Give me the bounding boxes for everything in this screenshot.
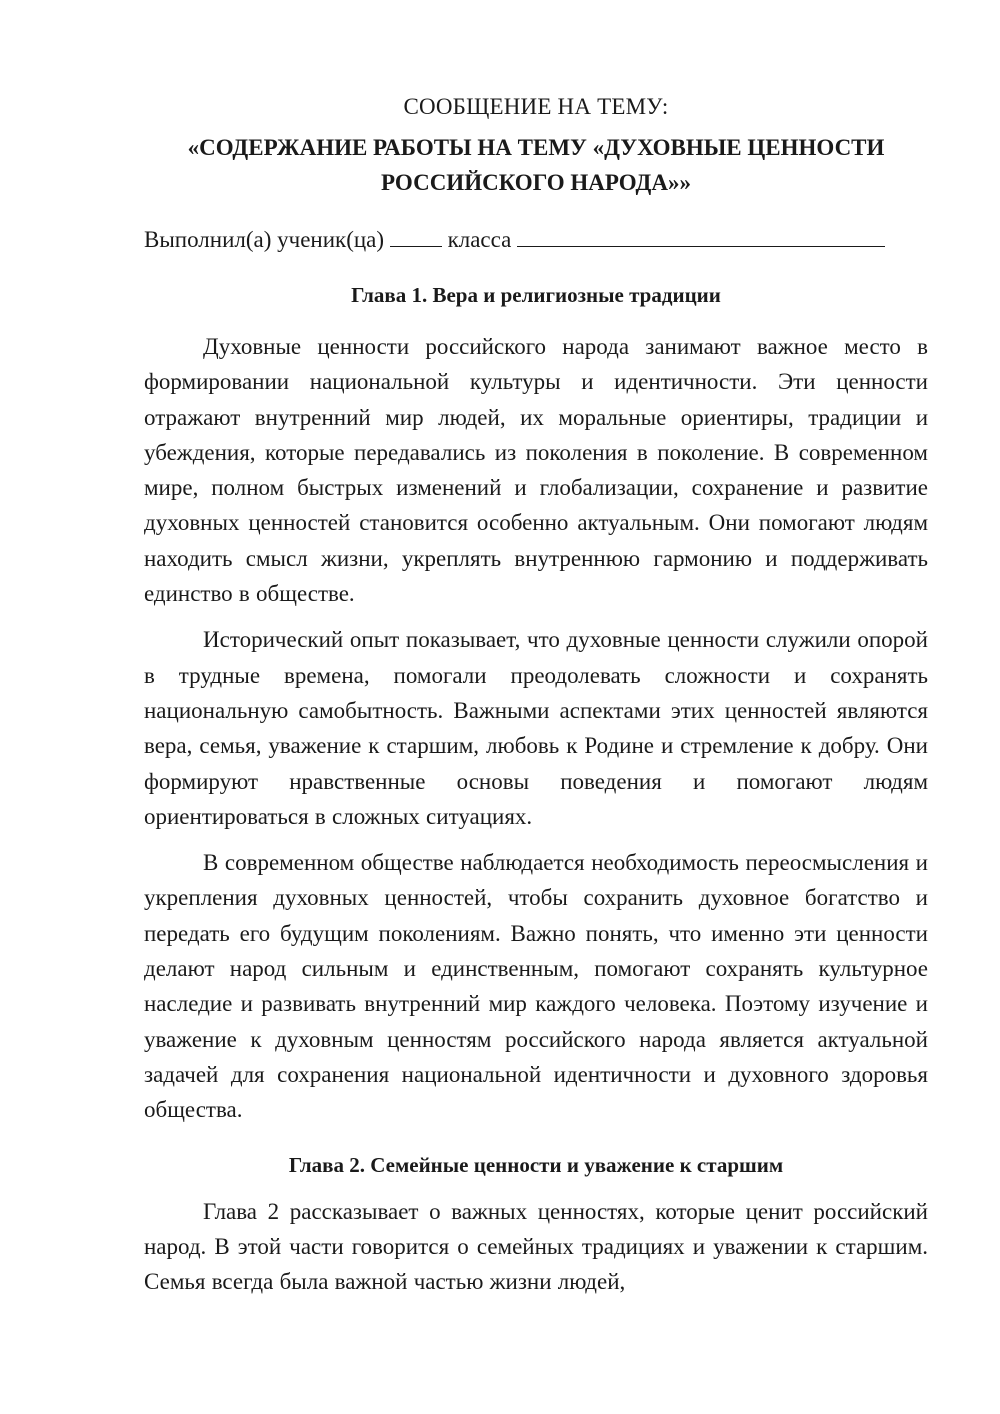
document-page <box>144 92 928 1299</box>
chapter-2 <box>144 1150 928 1300</box>
chapter-1-heading: Глава 1. Вера и религиозные традиции <box>351 283 721 307</box>
chapter-1 <box>144 280 928 1128</box>
chapter-2-heading: Глава 2. Семейные ценности и уважение к старшим <box>288 1152 784 1177</box>
chapter-1-paragraph-2: Исторический опыт показывает, что духовные ценности служили опорой в трудные времена, помогали преодолевать сложности и сохранять национальную самобытность. Важными аспектами этих ценностей являются вера, семья, уважение к старшим, любовь к Родине и стремление к добру. Они формируют нравственные основы поведения и помогают людям ориентироваться в сложных ситуациях. <box>144 627 928 829</box>
title-line-1: «СОДЕРЖАНИЕ РАБОТЫ НА ТЕМУ «ДУХОВНЫЕ ЦЕННОСТИ <box>187 135 885 160</box>
chapter-1-paragraph-1: Духовные ценности российского народа занимают важное место в формировании национальной культуры и идентичности. Эти ценности отражают внутренний мир людей, их моральные ориентиры, традиции и убеждения, которые передавались из поколения в поколение. В современном мире, полном быстрых изменений и глобализации, сохранение и развитие духовных ценностей становится особенно актуальным. Они помогают людям находить смысл жизни, укреплять внутреннюю гармонию и поддерживать единство в обществе. <box>144 334 928 607</box>
document-header: СООБЩЕНИЕ НА ТЕМУ: <box>403 94 669 119</box>
title-line-2: РОССИЙСКОГО НАРОДА»» <box>381 170 691 195</box>
class-number-blank <box>390 224 442 247</box>
author-line <box>144 224 928 255</box>
chapter-2-paragraph-1: Глава 2 рассказывает о важных ценностях, которые ценит российский народ. В этой части говорится о семейных традициях и уважении к старшим. Семья всегда была важной частью жизни людей, <box>144 1198 928 1295</box>
author-prefix: Выполнил(а) ученик(ца) <box>144 227 385 252</box>
document-title <box>144 130 928 200</box>
class-label: класса <box>447 227 512 252</box>
student-name-blank <box>517 224 885 247</box>
chapter-1-paragraph-3: В современном обществе наблюдается необходимость переосмысления и укрепления духовных ценностей, чтобы сохранить духовное богатство и передать его будущим поколениям. Важно понять, что именно эти ценности делают народ сильным и единственным, помогают сохранять культурное наследие и развивать внутренний мир каждого человека. Поэтому изучение и уважение к духовным ценностям российского народа является актуальной задачей для сохранения национальной идентичности и духовного здоровья общества. <box>144 850 928 1123</box>
